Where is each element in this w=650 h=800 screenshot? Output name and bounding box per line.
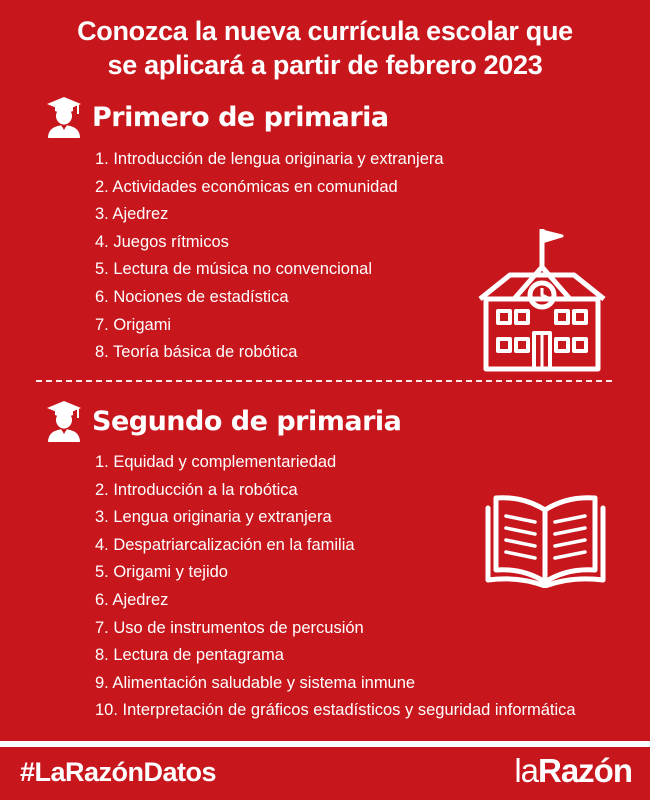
school-icon: [470, 225, 615, 373]
graduate-icon: [46, 400, 82, 442]
title-line-1: Conozca la nueva currícula escolar que: [77, 16, 573, 46]
list-item: 7. Uso de instrumentos de percusión: [95, 618, 364, 637]
graduate-icon: [46, 96, 82, 138]
open-book-icon: [478, 488, 613, 588]
list-item: 8. Teoría básica de robótica: [95, 343, 298, 362]
section-1-heading: Primero de primaria: [92, 101, 389, 133]
list-item: 2. Introducción a la robótica: [95, 480, 298, 499]
list-item: 3. Lengua originaria y extranjera: [95, 508, 332, 527]
list-item: 5. Lectura de música no convencional: [95, 260, 373, 279]
list-item: 8. Lectura de pentagrama: [95, 646, 284, 665]
page-title: [0, 14, 650, 82]
brand-part-1: la: [514, 752, 538, 789]
list-item: 6. Ajedrez: [95, 590, 169, 609]
brand-logo: [514, 752, 632, 790]
brand-part-2: Razón: [538, 752, 632, 789]
list-item: 7. Origami: [95, 315, 172, 334]
hashtag: #LaRazónDatos: [20, 757, 217, 787]
list-item: 4. Despatriarcalización en la familia: [95, 535, 355, 554]
list-item: 6. Nociones de estadística: [95, 287, 289, 306]
title-line-2: se aplicará a partir de febrero 2023: [107, 50, 543, 80]
list-item: 1. Equidad y complementariedad: [95, 453, 337, 471]
list-item: 2. Actividades económicas en comunidad: [95, 177, 398, 196]
footer-divider: [0, 741, 650, 747]
section-divider: [36, 380, 612, 382]
section-1-header: [46, 96, 389, 138]
list-item: 9. Alimentación saludable y sistema inmune: [95, 673, 416, 692]
list-item: 10. Interpretación de gráficos estadísticos y seguridad informática: [95, 701, 576, 720]
section-1-list: [95, 146, 444, 367]
list-item: 3. Ajedrez: [95, 205, 169, 224]
list-item: 4. Juegos rítmicos: [95, 232, 229, 251]
list-item: 1. Introducción de lengua originaria y extranjera: [95, 150, 444, 168]
list-item: 5. Origami y tejido: [95, 563, 228, 582]
section-2-header: [46, 400, 401, 442]
section-2-heading: Segundo de primaria: [92, 405, 402, 437]
